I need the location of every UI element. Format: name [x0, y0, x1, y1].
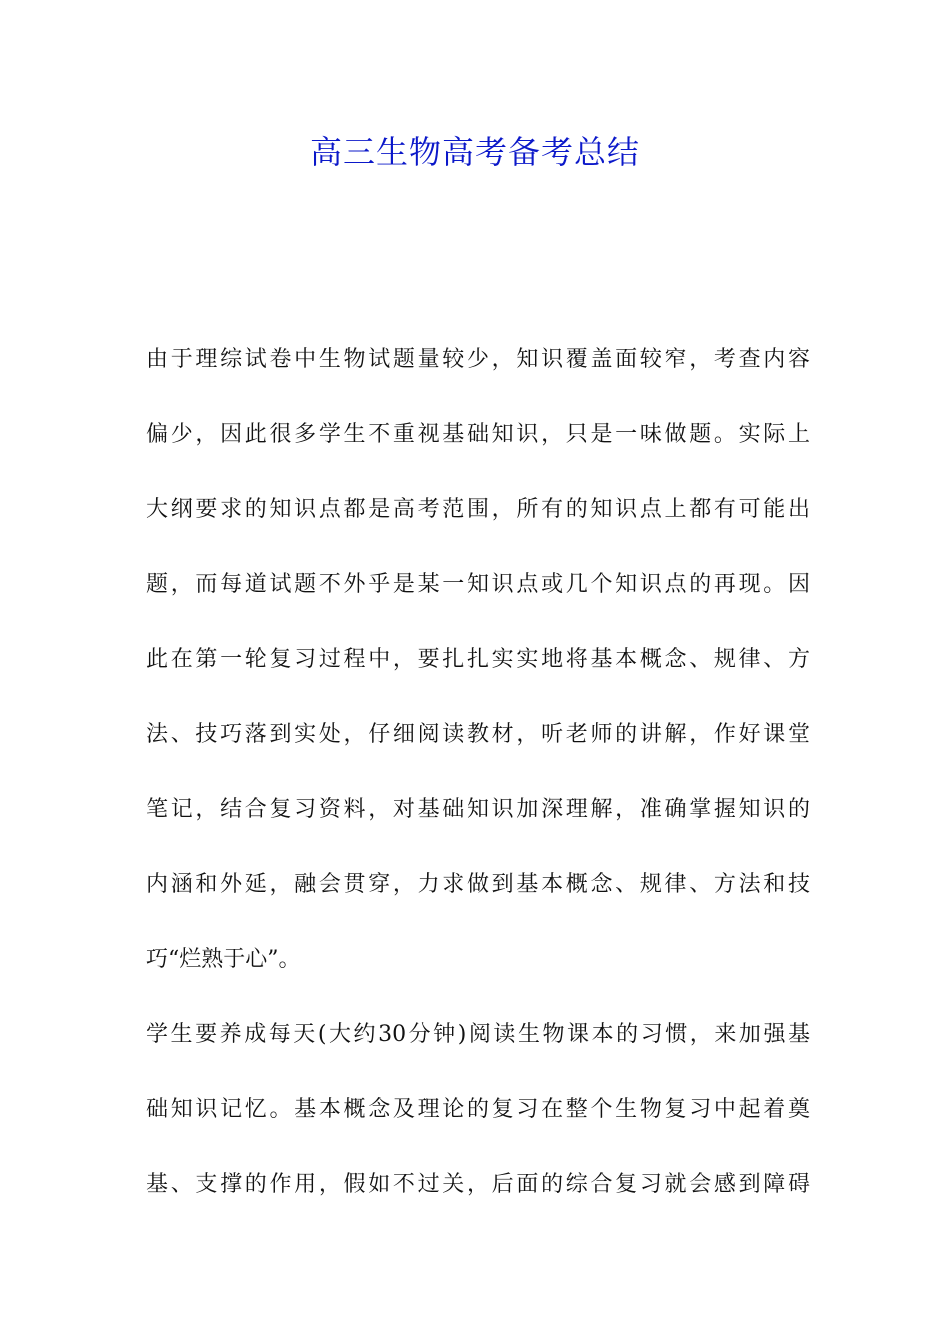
paragraph-1-line-2: 偏少，因此很多学生不重视基础知识，只是一味做题。实际上	[146, 422, 810, 447]
document-title: 高三生物高考备考总结	[309, 133, 640, 171]
paragraph-1-line-9: 巧“烂熟于心”。	[146, 947, 301, 972]
paragraph-2-line-3: 基、支撑的作用，假如不过关，后面的综合复习就会感到障碍	[146, 1172, 810, 1197]
paragraph-2-line-1: 学生要养成每天(大约30分钟)阅读生物课本的习惯，来加强基	[146, 1022, 810, 1047]
paragraph-1-line-5: 此在第一轮复习过程中，要扎扎实实地将基本概念、规律、方	[146, 647, 810, 672]
paragraph-1-line-1: 由于理综试卷中生物试题量较少，知识覆盖面较窄，考查内容	[146, 347, 810, 372]
paragraph-1-line-3: 大纲要求的知识点都是高考范围，所有的知识点上都有可能出	[146, 497, 810, 522]
paragraph-2-line-2: 础知识记忆。基本概念及理论的复习在整个生物复习中起着奠	[146, 1097, 810, 1122]
paragraph-1-line-4: 题，而每道试题不外乎是某一知识点或几个知识点的再现。因	[146, 572, 810, 597]
paragraph-1-line-7: 笔记，结合复习资料，对基础知识加深理解，准确掌握知识的	[146, 797, 810, 822]
paragraph-1-line-8: 内涵和外延，融会贯穿，力求做到基本概念、规律、方法和技	[146, 872, 810, 897]
paragraph-1-line-6: 法、技巧落到实处，仔细阅读教材，听老师的讲解，作好课堂	[146, 722, 810, 747]
